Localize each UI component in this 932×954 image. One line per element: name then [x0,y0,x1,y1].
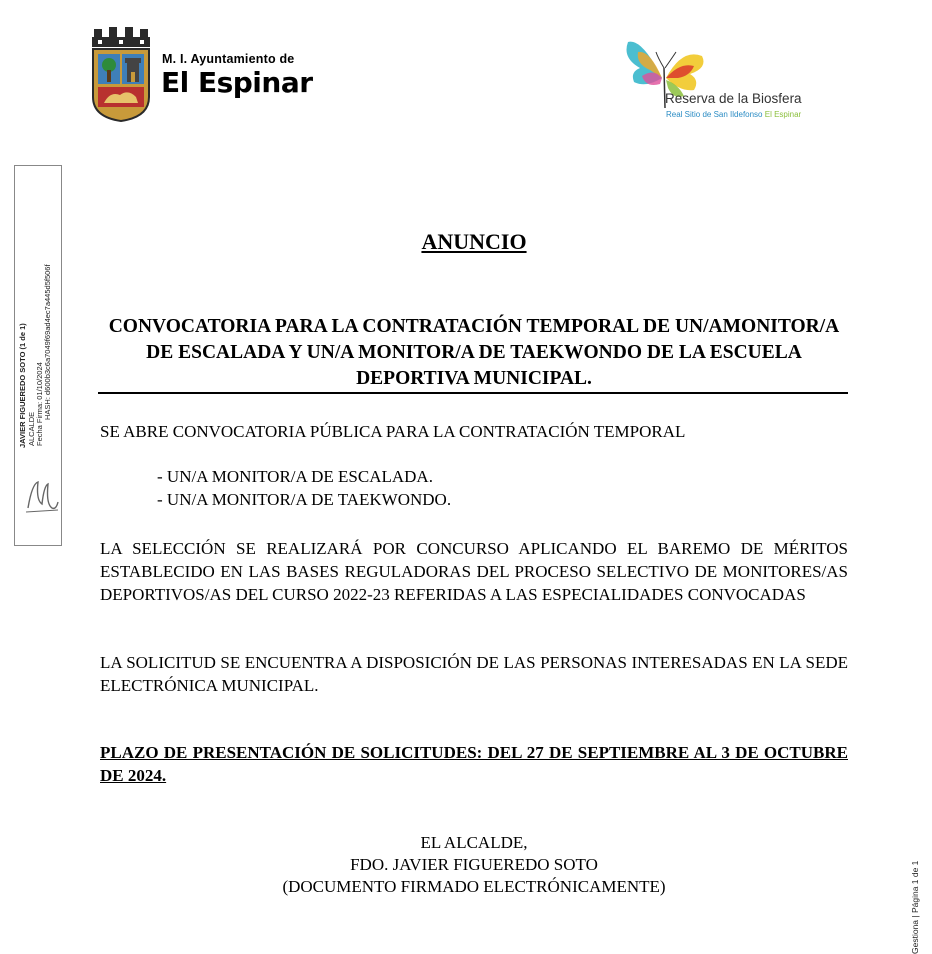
document-heading: CONVOCATORIA PARA LA CONTRATACIÓN TEMPORAL DE UN/AMONITOR/A DE ESCALADA Y UN/A MONITOR/A DE TAEKWONDO DE LA ESCUELA DEPORTIVA MUNICIPAL. [108,316,840,389]
signature-role: ALCALDE [27,411,36,446]
biosphere-subtitle [666,110,801,119]
municipality-name: El Espinar [161,66,313,99]
list-item: - UN/A MONITOR/A DE ESCALADA. [157,467,433,486]
selection-paragraph: LA SELECCIÓN SE REALIZARÁ POR CONCURSO APLICANDO EL BAREMO DE MÉRITOS ESTABLECIDO EN LAS BASES REGULADORAS DEL PROCESO SELECTIVO DE MONITORES/AS DEPORTIVOS/AS DEL CURSO 2022-23 REFERIDAS A LAS ESPECIALIDADES CONVOCADAS [100,539,848,604]
application-paragraph: LA SOLICITUD SE ENCUENTRA A DISPOSICIÓN DE LAS PERSONAS INTERESADAS EN LA SEDE ELECTRÓNICA MUNICIPAL. [100,653,848,695]
handwritten-signature [22,474,62,518]
signatory-name: FDO. JAVIER FIGUEREDO SOTO [350,855,598,874]
page-footer-side: Gestiona | Página 1 de 1 [910,860,920,954]
signatory-title: EL ALCALDE, [420,833,528,852]
municipality-prefix: M. I. Ayuntamiento de [162,52,295,66]
signature-note: (DOCUMENTO FIRMADO ELECTRÓNICAMENTE) [282,877,666,896]
biosphere-sub-a: Real Sitio de San Ildefonso [666,110,763,119]
deadline-paragraph: PLAZO DE PRESENTACIÓN DE SOLICITUDES: DEL 27 DE SEPTIEMBRE AL 3 DE OCTUBRE DE 2024. [100,743,848,785]
heading-divider [98,392,848,394]
signature-hash: HASH: d600b3c6a7049f69ad4ec7a445d5f506f [43,264,52,420]
intro-paragraph: SE ABRE CONVOCATORIA PÚBLICA PARA LA CONTRATACIÓN TEMPORAL [100,422,686,441]
signature-name: JAVIER FIGUEREDO SOTO (1 de 1) [18,323,27,448]
biosphere-title: Reserva de la Biosfera [665,91,802,106]
biosphere-sub-b: El Espinar [764,110,802,119]
signature-date: Fecha Firma: 01/10/2024 [35,362,44,446]
municipal-crest-logo [90,27,152,122]
document-title: ANUNCIO [421,229,527,254]
list-item: - UN/A MONITOR/A DE TAEKWONDO. [157,490,452,509]
